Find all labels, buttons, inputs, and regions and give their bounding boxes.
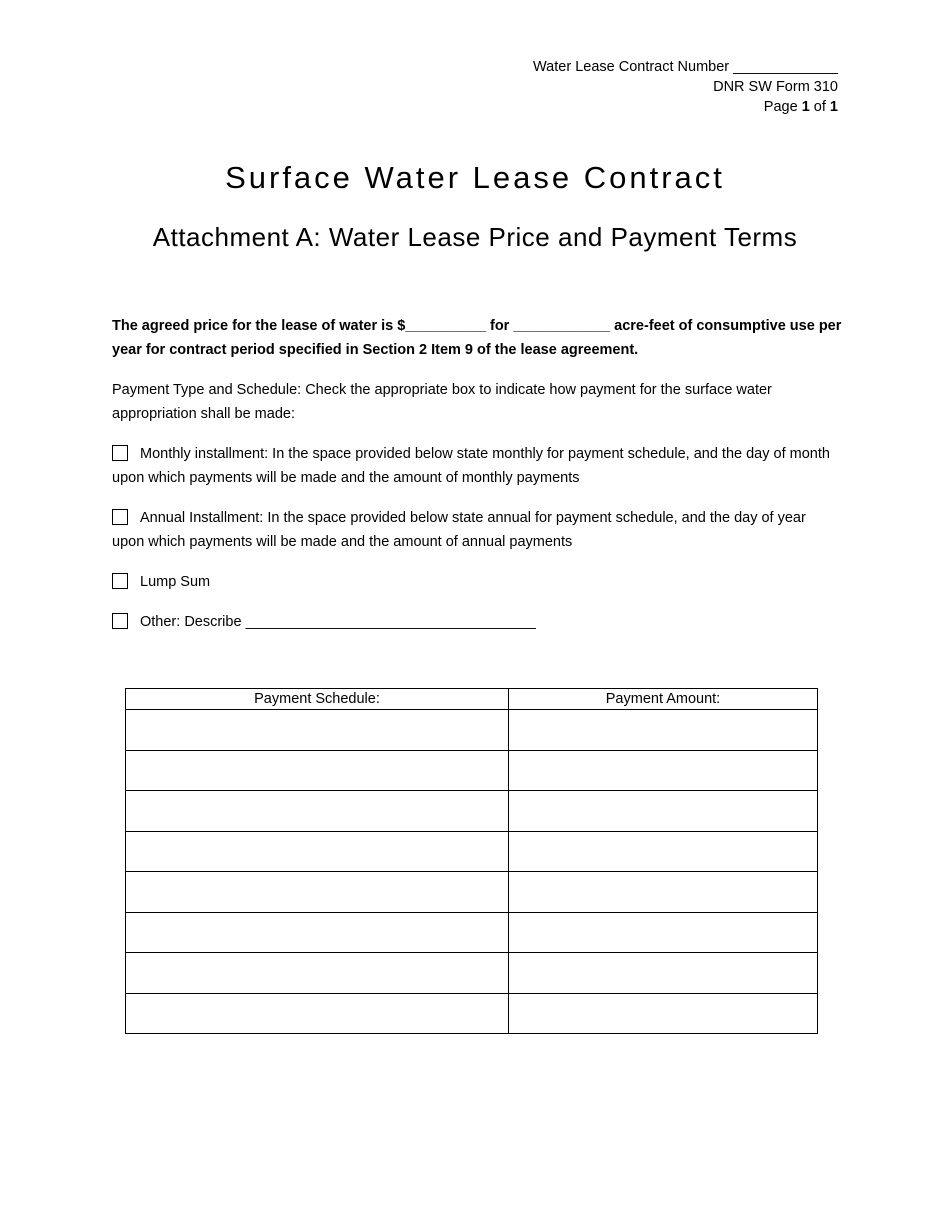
payment-intro: Payment Type and Schedule: Check the appropriate box to indicate how payment for the surface water appropriation shall be made:: [112, 382, 772, 422]
amount-cell[interactable]: [509, 831, 818, 872]
document-subtitle: Attachment A: Water Lease Price and Payment Terms: [152, 222, 798, 252]
page-current: 1: [801, 99, 810, 115]
amount-cell[interactable]: [509, 750, 818, 791]
page-total: 1: [829, 99, 838, 115]
payment-schedule-table: [125, 688, 818, 1034]
amount-cell[interactable]: [509, 912, 818, 953]
amount-cell[interactable]: [509, 872, 818, 913]
contract-number-label: Water Lease Contract Number _____________: [533, 59, 838, 75]
page-of: of: [809, 99, 830, 115]
option-label: Monthly installment: In the space provided below state monthly for payment schedule, and the day of month upon which payments will be made and the amount of monthly payments: [112, 446, 830, 486]
table-header-row: [126, 689, 818, 710]
schedule-cell[interactable]: [126, 872, 509, 913]
schedule-cell[interactable]: [126, 912, 509, 953]
form-id: DNR SW Form 310: [713, 79, 838, 95]
lump-sum-checkbox[interactable]: [112, 573, 128, 589]
form-body: [112, 314, 842, 650]
schedule-cell[interactable]: [126, 831, 509, 872]
schedule-cell[interactable]: [126, 993, 509, 1034]
payment-amount-header: Payment Amount:: [509, 689, 818, 710]
table-row: [126, 912, 818, 953]
table-row: [126, 993, 818, 1034]
payment-schedule-header: Payment Schedule:: [126, 689, 509, 710]
monthly-checkbox[interactable]: [112, 445, 128, 461]
option-label: Annual Installment: In the space provided below state annual for payment schedule, and the day of year upon which payments will be made and the amount of annual payments: [112, 510, 806, 550]
option-monthly: [112, 442, 842, 490]
price-statement: The agreed price for the lease of water is $__________ for ____________ acre-feet of consumptive use per year for contract period specified in Section 2 Item 9 of the lease agreement.: [112, 318, 842, 358]
other-checkbox[interactable]: [112, 613, 128, 629]
annual-checkbox[interactable]: [112, 509, 128, 525]
option-annual: [112, 506, 842, 554]
schedule-cell[interactable]: [126, 750, 509, 791]
table-row: [126, 872, 818, 913]
option-lump-sum: [112, 570, 842, 594]
page-prefix: Page: [763, 99, 802, 115]
table-row: [126, 831, 818, 872]
table-row: [126, 750, 818, 791]
option-label: Other: Describe ____________________________________: [140, 614, 536, 630]
schedule-cell[interactable]: [126, 953, 509, 994]
table-row: [126, 710, 818, 751]
form-header: [533, 57, 838, 117]
amount-cell[interactable]: [509, 993, 818, 1034]
table-row: [126, 953, 818, 994]
amount-cell[interactable]: [509, 710, 818, 751]
schedule-cell[interactable]: [126, 791, 509, 832]
amount-cell[interactable]: [509, 791, 818, 832]
option-other: [112, 610, 842, 634]
option-label: Lump Sum: [140, 574, 211, 590]
document-title: Surface Water Lease Contract: [225, 160, 725, 195]
page-indicator: [533, 97, 838, 117]
schedule-cell[interactable]: [126, 710, 509, 751]
amount-cell[interactable]: [509, 953, 818, 994]
table-row: [126, 791, 818, 832]
